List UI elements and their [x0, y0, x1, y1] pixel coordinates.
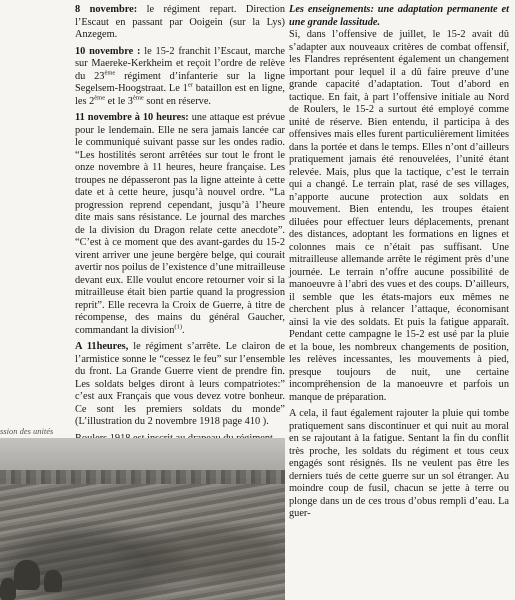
paragraph-text: et le 3 [105, 95, 133, 107]
soldier-figure [0, 578, 16, 600]
right-column [289, 4, 509, 525]
paragraph-text: sont en réserve. [143, 95, 211, 107]
superscript: ème [132, 94, 144, 102]
superscript: ème [94, 94, 106, 102]
paragraph-8-novembre [75, 4, 285, 42]
section-heading: Les enseignements: une adaptation permanente et une grande lassitude. [289, 4, 509, 28]
soldier-figure [14, 560, 40, 590]
paragraph-text: le 15-2 franchit l’Escaut, marche sur Maereke-Kerkheim et reçoit l’ordre de relève du 23 [75, 45, 286, 82]
left-column [75, 4, 285, 449]
paragraph-body: A cela, il faut également rajouter la pluie qui tombe pratiquement sans discontinuer et qui nuit au moral en se rajoutant à la fatigue. Sentant la fin du conflit très proche, les soldats du régiment et tous ceux engagés sont résignés. Ils ne veulent pas être les derniers tués de cette guerre sur un sol étranger. Au moindre coup de fusil, chacun se jette à terre ou plonge dans un de ces trous d’obus rempli d’eau. La guer- [289, 408, 509, 519]
paragraph-11-novembre [75, 112, 285, 337]
paragraph-text: le régiment s’arrête. Le clairon de l’armistice sonne le “cessez le feu” sur l’ensemble du front. La Grande Guerre vient de prendre fin. Les soldats belges diront à leurs compatriotes:” c’est aux Français que vous devez votre bonheur. Ce sont les premiers soldats du monde” (L’illustration du 2 novembre 1918 page 410 ). [75, 341, 285, 427]
paragraph-11-heures [75, 341, 285, 429]
paragraph-text: . [182, 324, 185, 336]
caption-line: ssion des unités [0, 426, 54, 436]
battlefield-photo [0, 438, 285, 600]
soldier-figure [44, 570, 62, 592]
date-label: 10 novembre : [75, 45, 141, 57]
paragraph-text: bataillon est en ligne, les 2 [75, 83, 286, 107]
paragraph-text: une attaque est prévue pour le lendemain. Elle ne sera jamais lancée car le communiqué suivant passe sur les ondes radio. “Les hostilités seront arrêtées sur tout le front le onze novembre à 11 heures, heure française. Les troupes ne dépasseront pas la ligne atteinte à cette date et à cette heure, jusqu’à nouvel ordre. “La progression reprend cependant, jusqu’à l’heure dite mais sans résistance. Le journal des marches de la division du Dragon relate cette anecdote”. “C’est à ce moment que des avant-gardes du 15-2 virent arriver une jeune bergère belge, qui courait avertir nos poilus de l’existence d’une mitrailleuse devant eux. Elle voulut encore retourner voir si la mitrailleuse était bien partie quand la progression reprit”. Elle recevra la Croix de Guerre, à titre de récompense, des mains du général Gaucher, commandant la division [75, 112, 285, 336]
paragraph-text: régiment d’infanterie sur la ligne Segelsem-Hoogstraat. Le 1 [75, 70, 285, 94]
paragraph-10-novembre [75, 46, 285, 109]
paragraph-body: Si, dans l’offensive de juillet, le 15-2 avait dû s’adapter aux nouveaux critères de combat offensif, les Flandres représentent également un changement important pour lequel il a dû faire preuve d’une grande capacité d’adaptation. Tout d’abord en tactique. En fait, à part l’offensive initiale au Nord de Roulers, le 15-2 a surtout été employé comme unité de réserve. Bien entendu, il participa à des offensives mais elles furent particulièrement limitées dans la portée et dans le temps. Elles n’ont d’ailleurs pratiquement jamais été renouvelées, l’unité étant relevée. Mais, plus que la tactique, c’est le terrain qui a changé. Le terrain plat, rasé de ses villages, n’apporte aucune protection aux soldats en mouvement. Bien entendu, les troupes étaient diluées pour effectuer leurs déplacements, prenant des distances, adoptant les formations en lignes et colonnes mais ce n’était pas suffisant. Une mitrailleuse allemande arrête le régiment près d’une journée. Le terrain n’offre aucune possibilité de manoeuvre à l’abri des vues et des coups. D’ailleurs, il semble que les états-majors eux mêmes ne cherchent plus à relancer l’attaque, économisant ainsi la vie des soldats. Et puis la fatigue apparaît. Pendant cette campagne le 15-2 est usé par la pluie et la boue, les nombreux changements de position, les relèves incessantes, les mouvements à pied, presque toujours de nuit, une certaine incompréhension de la manoeuvre et parfois un manque de préparation. [289, 29, 509, 403]
date-label: 11 novembre à 10 heures: [75, 112, 189, 123]
date-label: 8 novembre: [75, 4, 138, 15]
superscript: ème [104, 69, 116, 77]
superscript: er [187, 81, 193, 89]
paragraph-text: le régiment repart. Direction l’Escaut en passant par Ooigein (sur la Lys) Anzegem. [75, 4, 285, 40]
photo-field [0, 484, 285, 600]
footnote-marker: (1) [174, 323, 182, 331]
date-label: A 11heures, [75, 341, 129, 352]
